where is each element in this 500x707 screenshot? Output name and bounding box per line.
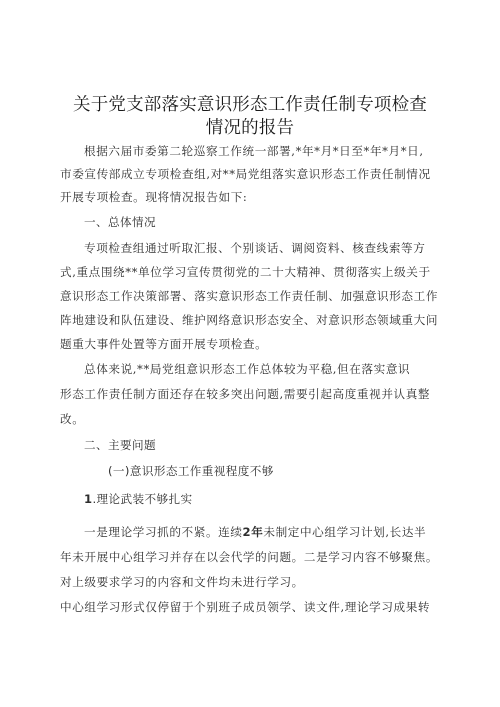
body-text: 未制定中心组学习计划,长达半 (263, 525, 427, 539)
body-line: 形态工作责任制方面还存在较多突出问题,需要引起高度重视并认真整 (60, 387, 431, 401)
body-line: 式,重点围绕**单位学习宣传贯彻党的二十大精神、贯彻落实上级关于 (60, 265, 431, 279)
section-heading: 一、总体情况 (84, 215, 156, 229)
item-title: .理论武装不够扎实 (92, 492, 193, 506)
item-number: 1 (84, 492, 93, 506)
subsection-heading: (一)意识形态工作重视程度不够 (108, 464, 274, 478)
body-line: 年未开展中心组学习并存在以会代学的问题。二是学习内容不够聚焦。 (60, 550, 439, 564)
body-text: 一是理论学习抓的不紧。连续 (84, 525, 243, 539)
body-line: 总体来说,**局党组意识形态工作总体较为平稳,但在落实意识 (84, 362, 411, 376)
intro-line: 根据六届市委第二轮巡察工作统一部署,*年*月*日至*年*月*日, (84, 144, 424, 158)
document-title-line1: 关于党支部落实意识形态工作责任制专项检查 (73, 95, 427, 115)
body-line: 对上级要求学习的内容和文件均未进行学习。 (60, 575, 304, 589)
body-text-strong: 2年 (242, 525, 264, 539)
intro-line: 开展专项检查。现将情况报告如下: (60, 190, 248, 204)
body-line: 意识形态工作决策部署、落实意识形态工作责任制、加强意识形态工作 (60, 289, 439, 303)
intro-line: 市委宣传部成立专项检查组,对**局党组落实意识形态工作责任制情况 (60, 167, 431, 181)
body-line: 题重大事件处置等方面开展专项检查。 (60, 337, 268, 351)
item-heading (84, 492, 193, 506)
body-line: 改。 (60, 412, 85, 426)
body-line (84, 525, 426, 539)
section-heading: 二、主要问题 (84, 438, 156, 452)
body-line: 中心组学习形式仅停留于个别班子成员领学、读文件,理论学习成果转 (60, 600, 431, 614)
body-line: 专项检查组通过听取汇报、个别谈话、调阅资料、核查线索等方 (84, 241, 426, 255)
body-line: 阵地建设和队伍建设、维护网络意识形态安全、对意识形态领域重大问 (60, 313, 439, 327)
document-title-line2: 情况的报告 (205, 118, 295, 138)
